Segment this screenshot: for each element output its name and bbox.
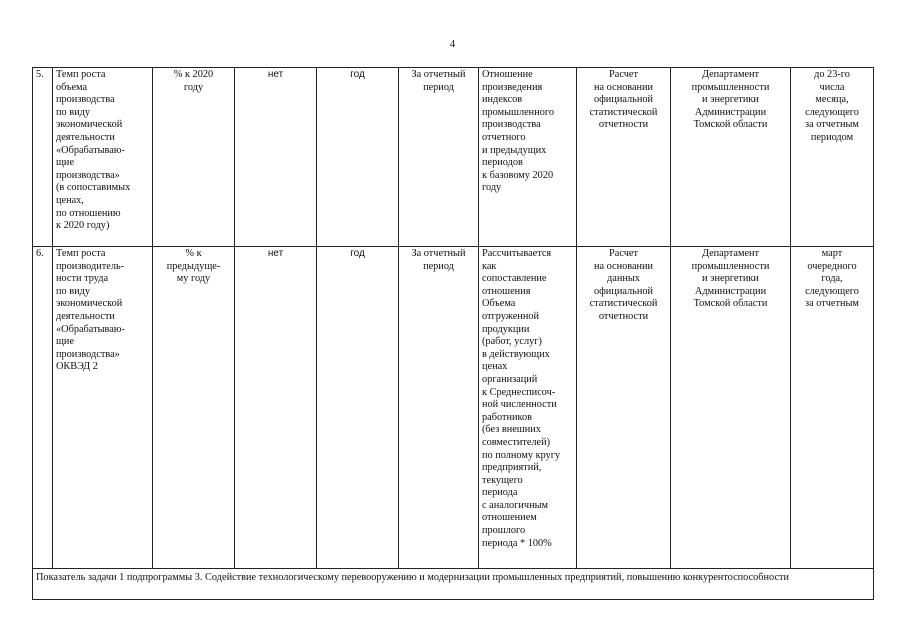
periodicity-cell: год <box>317 247 399 569</box>
responsible-cell: Департамент промышленности и энергетики Администрации Томской области <box>671 68 791 247</box>
reporting-period-cell: За отчетный период <box>399 247 479 569</box>
table-row <box>33 247 874 569</box>
data-source-cell: Расчет на основании официальной статистической отчетности <box>577 68 671 247</box>
unit-cell: % к 2020 году <box>153 68 235 247</box>
table-row <box>33 68 874 247</box>
unit-cell: % к предыдуще- му году <box>153 247 235 569</box>
row-number: 5. <box>33 68 53 247</box>
data-source-cell: Расчет на основании данных официальной статистической отчетности <box>577 247 671 569</box>
indicators-table <box>32 67 874 600</box>
indicator-name: Темп роста объема производства по виду экономической деятельности «Обрабатываю- щие производства» (в сопоставимых ценах, по отношению к 2020 году) <box>53 68 153 247</box>
calculation-method-cell: Отношение произведения индексов промышленного производства отчетного и предыдущих периодов к базовому 2020 году <box>479 68 577 247</box>
deadline-cell: март очередного года, следующего за отчетным <box>791 247 874 569</box>
deadline-cell: до 23-го числа месяца, следующего за отчетным периодом <box>791 68 874 247</box>
calculation-method-cell: Рассчитывается как сопоставление отношения Объема отгруженной продукции (работ, услуг) в действующих ценах организаций к Среднесписоч- ной численности работников (без внешних совместителей) по полному кругу предприятий, текущего периода с аналогичным отношением прошлого периода * 100% <box>479 247 577 569</box>
periodicity-cell: год <box>317 68 399 247</box>
row-number: 6. <box>33 247 53 569</box>
flag-cell: нет <box>235 68 317 247</box>
flag-cell: нет <box>235 247 317 569</box>
section-header-row <box>33 569 874 600</box>
responsible-cell: Департамент промышленности и энергетики Администрации Томской области <box>671 247 791 569</box>
task-indicator-heading: Показатель задачи 1 подпрограммы 3. Содействие технологическому перевооружению и модернизации промышленных предприятий, повышению конкурентоспособности <box>33 569 874 600</box>
reporting-period-cell: За отчетный период <box>399 68 479 247</box>
indicator-name: Темп роста производитель- ности труда по виду экономической деятельности «Обрабатываю- щие производства» ОКВЭД 2 <box>53 247 153 569</box>
page-number: 4 <box>449 38 456 50</box>
